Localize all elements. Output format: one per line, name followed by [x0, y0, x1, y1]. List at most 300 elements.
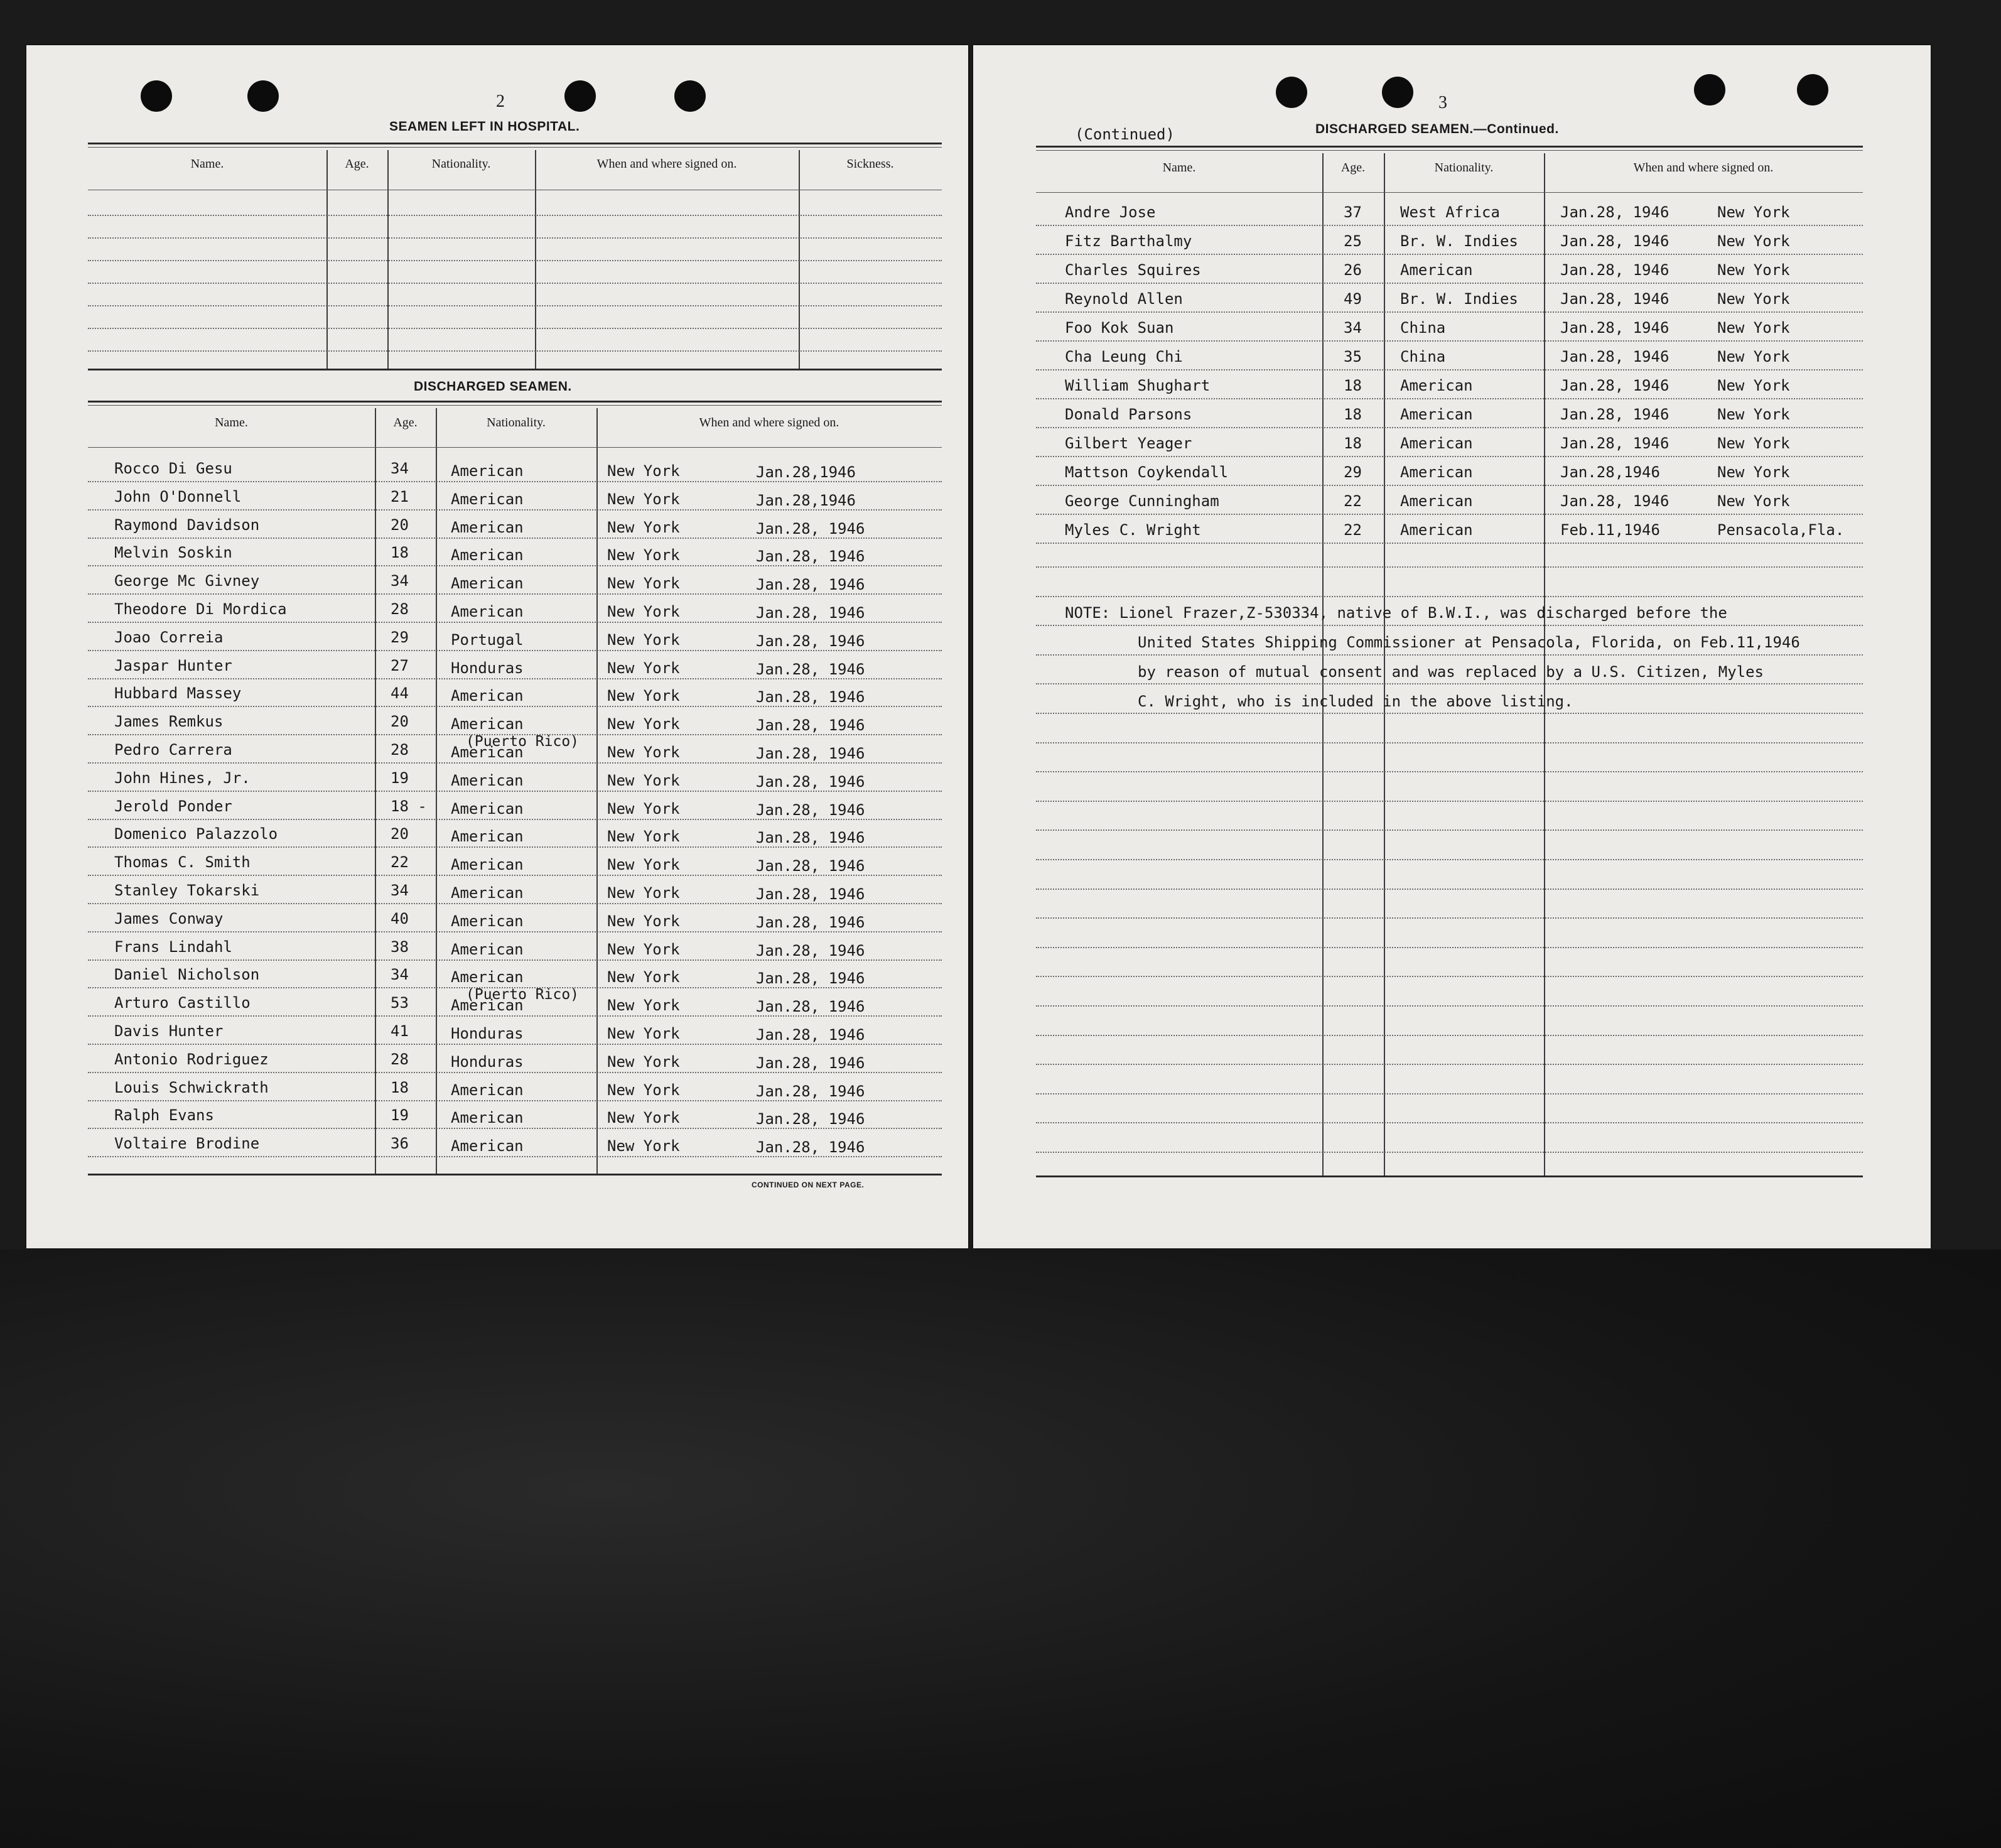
page-number: 3	[1438, 93, 1447, 112]
punch-hole	[247, 80, 279, 112]
seaman-age: 29	[1344, 463, 1362, 481]
punch-hole	[1382, 77, 1413, 108]
seaman-name: George Mc Givney	[114, 572, 260, 590]
column-header: Nationality.	[1434, 161, 1494, 175]
page-number: 2	[496, 92, 505, 111]
column-divider	[535, 150, 536, 369]
signed-on-date: Jan.28, 1946	[756, 1083, 865, 1100]
signed-on-place: New York	[607, 968, 680, 986]
seaman-age: 34	[1344, 319, 1362, 337]
seaman-nationality: American	[1400, 463, 1473, 481]
seaman-age: 22	[1344, 492, 1362, 510]
row-line	[1036, 1122, 1863, 1123]
signed-on-place: New York	[607, 659, 680, 677]
column-header: Name.	[1162, 161, 1196, 175]
seaman-nationality: American	[451, 800, 524, 818]
row-line	[1036, 1093, 1863, 1094]
signed-on-date: Jan.28, 1946	[756, 914, 865, 931]
signed-on-place: New York	[1717, 348, 1790, 365]
signed-on-place: New York	[607, 546, 680, 564]
table-rule	[1036, 146, 1863, 148]
row-line	[88, 622, 942, 623]
signed-on-place: New York	[1717, 232, 1790, 250]
seaman-nationality: American	[451, 1109, 524, 1127]
seaman-nationality: American	[451, 1081, 524, 1099]
row-line	[88, 959, 942, 961]
row-line	[1036, 398, 1863, 399]
row-line	[88, 305, 942, 306]
signed-on-date: Jan.28, 1946	[756, 548, 865, 565]
seaman-name: Voltaire Brodine	[114, 1135, 260, 1152]
signed-on-place: New York	[607, 1053, 680, 1071]
row-line	[88, 1100, 942, 1101]
signed-on-place: New York	[607, 1137, 680, 1155]
seaman-age: 37	[1344, 203, 1362, 221]
seaman-nationality: West Africa	[1400, 203, 1500, 221]
row-line	[1036, 1005, 1863, 1007]
seaman-nationality: American	[451, 490, 524, 508]
signed-on-date: Jan.28, 1946	[1560, 406, 1669, 423]
row-line	[1036, 254, 1863, 255]
row-line	[1036, 742, 1863, 743]
seaman-nationality: American	[451, 1137, 524, 1155]
table-rule	[88, 143, 942, 144]
seaman-age: 34	[391, 572, 409, 590]
signed-on-date: Jan.28, 1946	[756, 1138, 865, 1156]
signed-on-date: Jan.28, 1946	[1560, 435, 1669, 452]
seaman-name: Louis Schwickrath	[114, 1079, 269, 1096]
punch-hole	[1797, 74, 1828, 105]
column-header: Nationality.	[431, 157, 491, 171]
seaman-age: 22	[391, 853, 409, 871]
row-line	[1036, 917, 1863, 919]
signed-on-date: Jan.28, 1946	[756, 970, 865, 987]
row-line	[88, 260, 942, 261]
punch-hole	[674, 80, 706, 112]
seaman-name: William Shughart	[1065, 377, 1211, 394]
row-line	[1036, 889, 1863, 890]
row-line	[88, 791, 942, 792]
row-line	[1036, 1152, 1863, 1153]
row-line	[88, 215, 942, 216]
seaman-nationality: American	[1400, 492, 1473, 510]
seaman-age: 26	[1344, 261, 1362, 279]
row-line	[1036, 683, 1863, 684]
row-line	[88, 678, 942, 679]
signed-on-date: Jan.28, 1946	[756, 604, 865, 622]
signed-on-date: Jan.28, 1946	[756, 1110, 865, 1128]
signed-on-place: New York	[1717, 377, 1790, 394]
discharged-continued-title: DISCHARGED SEAMEN.—Continued.	[1315, 122, 1559, 136]
seaman-age: 20	[391, 825, 409, 843]
seaman-age: 27	[391, 657, 409, 674]
punch-hole	[1276, 77, 1307, 108]
signed-on-date: Jan.28, 1946	[756, 829, 865, 846]
row-line	[88, 593, 942, 595]
column-header: When and where signed on.	[1633, 161, 1774, 175]
seaman-nationality: American	[451, 941, 524, 958]
table-rule	[1036, 1175, 1863, 1177]
signed-on-date: Jan.28, 1946	[1560, 232, 1669, 250]
row-line	[1036, 543, 1863, 544]
row-line	[1036, 1064, 1863, 1065]
seaman-nationality: American	[451, 997, 524, 1014]
signed-on-place: New York	[607, 519, 680, 536]
seaman-name: George Cunningham	[1065, 492, 1219, 510]
row-line	[88, 350, 942, 352]
seaman-age: 34	[391, 882, 409, 899]
seaman-nationality: American	[1400, 406, 1473, 423]
row-line	[88, 819, 942, 820]
seaman-age: 18 -	[391, 797, 427, 815]
seaman-name: Charles Squires	[1065, 261, 1201, 279]
table-rule	[1036, 150, 1863, 151]
row-line	[88, 1044, 942, 1045]
nationality-note: (Puerto Rico)	[466, 733, 580, 750]
seaman-name: John O'Donnell	[114, 488, 242, 505]
signed-on-date: Jan.28, 1946	[756, 716, 865, 734]
seaman-nationality: China	[1400, 348, 1446, 365]
signed-on-place: New York	[1717, 290, 1790, 308]
seaman-name: Myles C. Wright	[1065, 521, 1201, 539]
seaman-age: 28	[391, 600, 409, 618]
nationality-note: (Puerto Rico)	[466, 986, 580, 1003]
seaman-nationality: American	[1400, 435, 1473, 452]
seaman-age: 40	[391, 910, 409, 927]
seaman-name: Hubbard Massey	[114, 684, 242, 702]
seaman-name: Antonio Rodriguez	[114, 1051, 269, 1068]
signed-on-place: New York	[607, 997, 680, 1014]
signed-on-place: Pensacola,Fla.	[1717, 521, 1845, 539]
seaman-age: 18	[391, 1079, 409, 1096]
seaman-nationality: American	[451, 687, 524, 705]
seaman-age: 28	[391, 1051, 409, 1068]
seaman-nationality: American	[451, 743, 524, 761]
seaman-nationality: American	[451, 968, 524, 986]
row-line	[1036, 654, 1863, 656]
seaman-age: 49	[1344, 290, 1362, 308]
signed-on-place: New York	[1717, 203, 1790, 221]
seaman-name: Foo Kok Suan	[1065, 319, 1174, 337]
row-line	[88, 237, 942, 239]
seaman-nationality: American	[451, 462, 524, 480]
seaman-name: Rocco Di Gesu	[114, 460, 232, 477]
signed-on-date: Jan.28, 1946	[1560, 319, 1669, 337]
signed-on-date: Jan.28, 1946	[1560, 492, 1669, 510]
seaman-age: 34	[391, 966, 409, 983]
seaman-name: Davis Hunter	[114, 1022, 224, 1040]
right-page	[973, 45, 1931, 1248]
row-line	[1036, 283, 1863, 284]
seaman-age: 36	[391, 1135, 409, 1152]
continued-label: (Continued)	[1075, 126, 1175, 143]
seaman-nationality: American	[451, 519, 524, 536]
row-line	[88, 1128, 942, 1129]
seaman-age: 28	[391, 741, 409, 759]
row-line	[1036, 427, 1863, 428]
row-line	[88, 283, 942, 284]
row-line	[88, 875, 942, 876]
table-rule	[88, 405, 942, 406]
signed-on-date: Jan.28, 1946	[1560, 377, 1669, 394]
table-rule	[88, 369, 942, 370]
seaman-nationality: American	[451, 884, 524, 902]
signed-on-place: New York	[607, 912, 680, 930]
row-line	[1036, 771, 1863, 772]
row-line	[88, 565, 942, 566]
column-header: Age.	[1340, 161, 1366, 175]
seaman-name: James Conway	[114, 910, 224, 927]
signed-on-place: New York	[607, 743, 680, 761]
row-line	[1036, 859, 1863, 860]
signed-on-place: New York	[607, 856, 680, 873]
seaman-name: Theodore Di Mordica	[114, 600, 287, 618]
seaman-nationality: American	[451, 575, 524, 592]
row-line	[1036, 625, 1863, 626]
row-line	[88, 650, 942, 651]
seaman-name: Donald Parsons	[1065, 406, 1192, 423]
row-line	[1036, 947, 1863, 948]
seaman-nationality: China	[1400, 319, 1446, 337]
row-line	[88, 1072, 942, 1073]
signed-on-date: Jan.28, 1946	[756, 1054, 865, 1072]
seaman-nationality: American	[451, 603, 524, 620]
signed-on-date: Jan.28,1946	[756, 463, 856, 481]
signed-on-place: New York	[1717, 406, 1790, 423]
signed-on-date: Jan.28,1946	[756, 492, 856, 509]
column-divider	[799, 150, 800, 369]
signed-on-place: New York	[1717, 463, 1790, 481]
seaman-age: 20	[391, 713, 409, 730]
seaman-name: Stanley Tokarski	[114, 882, 260, 899]
signed-on-place: New York	[607, 603, 680, 620]
signed-on-date: Jan.28, 1946	[756, 661, 865, 678]
signed-on-date: Jan.28, 1946	[1560, 261, 1669, 279]
row-line	[1036, 566, 1863, 568]
seaman-age: 35	[1344, 348, 1362, 365]
signed-on-place: New York	[607, 800, 680, 818]
signed-on-place: New York	[607, 828, 680, 845]
seaman-age: 53	[391, 994, 409, 1012]
row-line	[88, 481, 942, 482]
signed-on-place: New York	[607, 1109, 680, 1127]
row-line	[88, 846, 942, 848]
signed-on-date: Jan.28, 1946	[756, 942, 865, 959]
continued-footer: CONTINUED ON NEXT PAGE.	[752, 1181, 865, 1189]
signed-on-place: New York	[1717, 319, 1790, 337]
table-rule	[88, 147, 942, 148]
signed-on-date: Jan.28, 1946	[756, 885, 865, 903]
column-header: Name.	[215, 416, 248, 430]
signed-on-place: New York	[1717, 261, 1790, 279]
signed-on-date: Jan.28, 1946	[756, 1026, 865, 1044]
row-line	[1036, 514, 1863, 515]
note-text-line: C. Wright, who is included in the above listing.	[1138, 693, 1573, 710]
seaman-age: 19	[391, 1106, 409, 1124]
column-header: Name.	[190, 157, 224, 171]
note-text-line: NOTE: Lionel Frazer,Z-530334, native of B.W.I., was discharged before the	[1065, 604, 1727, 622]
row-line	[1036, 311, 1863, 313]
seaman-nationality: American	[451, 546, 524, 564]
signed-on-date: Jan.28,1946	[1560, 463, 1660, 481]
seaman-age: 41	[391, 1022, 409, 1040]
signed-on-place: New York	[607, 772, 680, 789]
scan-background	[0, 1250, 2001, 1848]
table-rule	[88, 401, 942, 403]
signed-on-place: New York	[607, 631, 680, 649]
column-header: When and where signed on.	[699, 416, 839, 430]
seaman-name: Mattson Coykendall	[1065, 463, 1229, 481]
signed-on-place: New York	[607, 575, 680, 592]
row-line	[88, 509, 942, 511]
signed-on-place: New York	[607, 462, 680, 480]
column-header: When and where signed on.	[596, 157, 737, 171]
row-line	[88, 1015, 942, 1017]
signed-on-date: Jan.28, 1946	[756, 576, 865, 593]
signed-on-date: Jan.28, 1946	[1560, 348, 1669, 365]
row-line	[88, 903, 942, 904]
row-line	[1036, 1035, 1863, 1036]
header-rule	[1036, 192, 1863, 193]
column-divider	[387, 150, 389, 369]
punch-hole	[564, 80, 596, 112]
seaman-nationality: Br. W. Indies	[1400, 290, 1518, 308]
seaman-name: Thomas C. Smith	[114, 853, 251, 871]
signed-on-place: New York	[607, 490, 680, 508]
signed-on-date: Feb.11,1946	[1560, 521, 1660, 539]
seaman-name: Cha Leung Chi	[1065, 348, 1183, 365]
seaman-name: Ralph Evans	[114, 1106, 214, 1124]
signed-on-date: Jan.28, 1946	[756, 745, 865, 762]
row-line	[88, 538, 942, 539]
seaman-age: 18	[1344, 435, 1362, 452]
seaman-nationality: American	[451, 715, 524, 733]
seaman-name: Reynold Allen	[1065, 290, 1183, 308]
seaman-age: 29	[391, 629, 409, 646]
discharged-section-title: DISCHARGED SEAMEN.	[414, 379, 572, 394]
seaman-nationality: Honduras	[451, 1053, 524, 1071]
seaman-nationality: American	[451, 856, 524, 873]
note-text-line: by reason of mutual consent and was replaced by a U.S. Citizen, Myles	[1138, 663, 1764, 681]
row-line	[1036, 225, 1863, 226]
signed-on-place: New York	[607, 1081, 680, 1099]
seaman-name: Raymond Davidson	[114, 516, 260, 534]
row-line	[1036, 369, 1863, 370]
seaman-nationality: Honduras	[451, 659, 524, 677]
seaman-age: 22	[1344, 521, 1362, 539]
signed-on-date: Jan.28, 1946	[756, 801, 865, 819]
signed-on-date: Jan.28, 1946	[756, 632, 865, 650]
row-line	[88, 1156, 942, 1157]
seaman-age: 19	[391, 769, 409, 787]
seaman-age: 18	[391, 544, 409, 561]
seaman-nationality: Honduras	[451, 1025, 524, 1042]
row-line	[1036, 976, 1863, 977]
signed-on-date: Jan.28, 1946	[756, 998, 865, 1015]
seaman-age: 44	[391, 684, 409, 702]
seaman-nationality: American	[451, 828, 524, 845]
row-line	[1036, 713, 1863, 714]
hospital-section-title: SEAMEN LEFT IN HOSPITAL.	[389, 119, 580, 134]
row-line	[1036, 485, 1863, 486]
seaman-name: Jerold Ponder	[114, 797, 232, 815]
seaman-name: Joao Correia	[114, 629, 224, 646]
seaman-age: 38	[391, 938, 409, 956]
column-header: Sickness.	[846, 157, 894, 171]
signed-on-date: Jan.28, 1946	[756, 688, 865, 706]
seaman-nationality: American	[1400, 377, 1473, 394]
signed-on-place: New York	[607, 687, 680, 705]
seaman-age: 25	[1344, 232, 1362, 250]
seaman-age: 18	[1344, 377, 1362, 394]
row-line	[88, 706, 942, 707]
row-line	[88, 762, 942, 764]
seaman-name: James Remkus	[114, 713, 224, 730]
signed-on-place: New York	[607, 715, 680, 733]
note-text-line: United States Shipping Commissioner at Pensacola, Florida, on Feb.11,1946	[1138, 634, 1800, 651]
signed-on-place: New York	[607, 884, 680, 902]
column-header: Nationality.	[487, 416, 546, 430]
seaman-name: Fitz Barthalmy	[1065, 232, 1192, 250]
signed-on-date: Jan.28, 1946	[756, 857, 865, 875]
signed-on-date: Jan.28, 1946	[756, 520, 865, 538]
seaman-name: Gilbert Yeager	[1065, 435, 1192, 452]
punch-hole	[141, 80, 172, 112]
seaman-nationality: Br. W. Indies	[1400, 232, 1518, 250]
seaman-age: 34	[391, 460, 409, 477]
column-header: Age.	[393, 416, 418, 430]
seaman-age: 21	[391, 488, 409, 505]
seaman-name: Melvin Soskin	[114, 544, 232, 561]
seaman-name: Pedro Carrera	[114, 741, 232, 759]
row-line	[1036, 340, 1863, 342]
signed-on-date: Jan.28, 1946	[1560, 290, 1669, 308]
column-header: Age.	[345, 157, 369, 171]
seaman-name: John Hines, Jr.	[114, 769, 251, 787]
seaman-name: Daniel Nicholson	[114, 966, 260, 983]
seaman-nationality: American	[451, 772, 524, 789]
row-line	[1036, 801, 1863, 802]
seaman-name: Jaspar Hunter	[114, 657, 232, 674]
seaman-nationality: American	[451, 912, 524, 930]
seaman-nationality: American	[1400, 261, 1473, 279]
column-divider	[326, 150, 328, 369]
signed-on-place: New York	[1717, 492, 1790, 510]
left-page	[26, 45, 968, 1248]
seaman-nationality: Portugal	[451, 631, 524, 649]
row-line	[88, 328, 942, 329]
seaman-nationality: American	[1400, 521, 1473, 539]
header-rule	[88, 447, 942, 448]
table-rule	[88, 1174, 942, 1175]
seaman-name: Arturo Castillo	[114, 994, 251, 1012]
signed-on-date: Jan.28, 1946	[756, 773, 865, 791]
signed-on-place: New York	[607, 1025, 680, 1042]
row-line	[88, 931, 942, 932]
signed-on-date: Jan.28, 1946	[1560, 203, 1669, 221]
punch-hole	[1694, 74, 1725, 105]
row-line	[1036, 596, 1863, 597]
signed-on-place: New York	[607, 941, 680, 958]
seaman-name: Frans Lindahl	[114, 938, 232, 956]
seaman-name: Andre Jose	[1065, 203, 1156, 221]
seaman-age: 18	[1344, 406, 1362, 423]
row-line	[1036, 456, 1863, 457]
seaman-name: Domenico Palazzolo	[114, 825, 278, 843]
signed-on-place: New York	[1717, 435, 1790, 452]
seaman-age: 20	[391, 516, 409, 534]
row-line	[1036, 829, 1863, 831]
